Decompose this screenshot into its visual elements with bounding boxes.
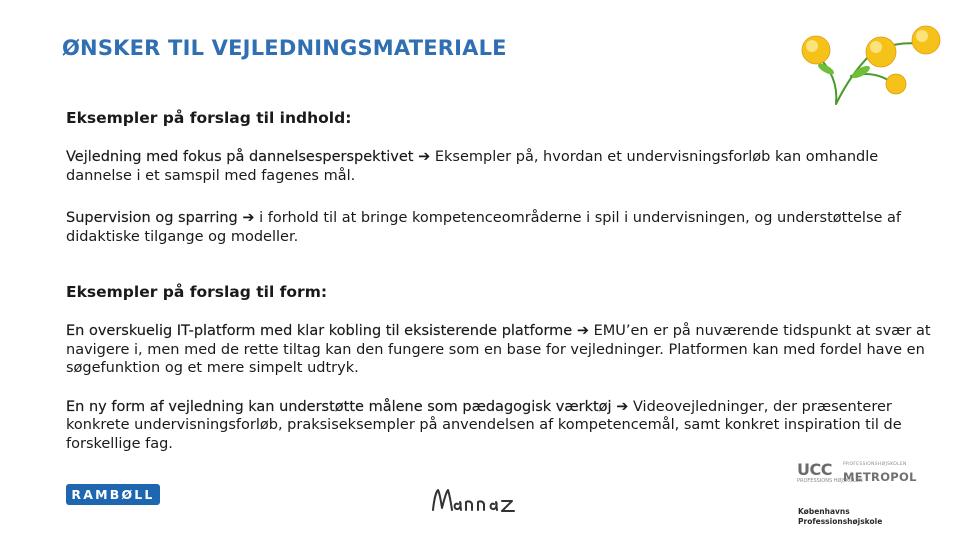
form-item-2-lead: En ny form af vejledning kan understøtte målene som pædagogisk værktøj [66,398,612,415]
kp-logo [798,507,882,527]
mannaz-logo [430,484,530,518]
content-item-1 [66,148,946,185]
content-item-2-lead: Supervision og sparring [66,210,238,226]
form-heading: Eksempler på forslag til form: [66,283,328,301]
content-item-2 [66,209,946,246]
content-item-1-lead: Vejledning med fokus på dannelsesperspektivet [66,149,414,165]
ucc-logo-text: UCC [797,460,832,479]
metropol-logo-subtitle: PROFESSIONSHØJSKOLEN [843,462,907,467]
arrow-icon: ➔ [418,149,431,165]
flowers-illustration [776,14,960,106]
content-heading: Eksempler på forslag til indhold: [66,109,352,127]
slide-title: ØNSKER TIL VEJLEDNINGSMATERIALE [62,36,507,60]
form-item-2 [66,398,946,454]
kp-logo-line1: Københavns [798,507,850,516]
content-item-1-text: Eksempler på, hvordan et undervisningsforløb kan omhandle dannelse i et samspil med fagenes mål. [66,149,879,184]
form-item-1-lead: En overskuelig IT-platform med klar kobling til eksisterende platforme [66,323,573,339]
arrow-icon: ➔ [242,210,255,226]
form-item-2-text: Videovejledninger, der præsenterer konkrete undervisningsforløb, praksiseksempler på anvendelsen af kompetencemål, samt konkret inspiration til de forskellige fag. [66,398,902,452]
kp-logo-line2: Professionshøjskole [798,517,883,526]
ramboll-logo: RAMBØLL [66,484,160,505]
ucc-logo-subtitle: PROFESSIONS HØJSKOLEN [797,478,863,484]
content-item-2-text: i forhold til at bringe kompetenceområderne i spil i undervisningen, og understøttelse af didaktiske tilgange og modeller. [66,210,902,245]
slide-body [66,108,946,453]
form-item-1-text: EMU’en er på nuværende tidspunkt at svær at navigere i, men med de rette tiltag kan den fungere som en base for vejledninger. Platformen kan med fordel have en søgefunktion og et mere simpelt udtryk. [66,323,931,376]
arrow-icon: ➔ [576,323,589,339]
metropol-logo [843,462,917,486]
metropol-logo-text: METROPOL [843,470,917,484]
form-item-1 [66,322,946,378]
arrow-icon: ➔ [616,398,629,415]
